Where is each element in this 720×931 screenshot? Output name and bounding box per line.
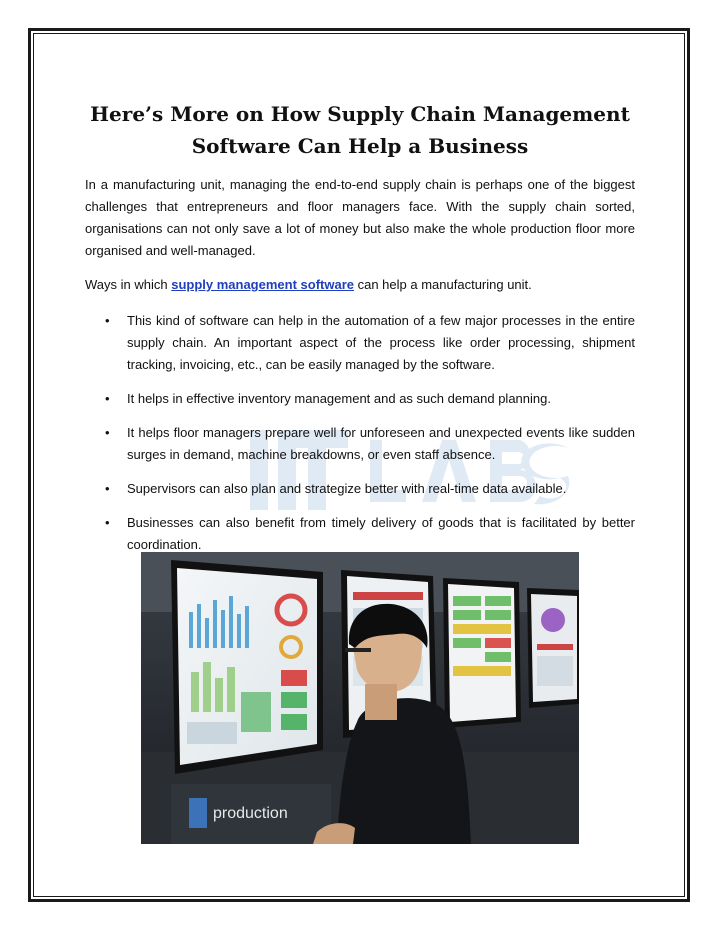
bullet-icon: •	[105, 425, 110, 440]
list-item	[85, 310, 635, 376]
list-item-text: It helps floor managers prepare well for unforeseen and unexpected events like sudden surges in demand, machine breakdowns, or even staff absence.	[127, 425, 635, 462]
production-wall-label: production	[213, 805, 288, 822]
ways-paragraph	[85, 274, 635, 296]
list-item	[85, 388, 635, 410]
list-item-text: This kind of software can help in the automation of a few major processes in the entire supply chain. An important aspect of the process like order processing, shipment tracking, invoicing, etc., can be easily managed by the software.	[127, 313, 635, 372]
dashboard-photo	[141, 552, 579, 844]
bullet-icon: •	[105, 391, 110, 406]
page-title	[85, 98, 635, 162]
list-item	[85, 512, 635, 556]
title-line-1: Here’s More on How Supply Chain Management	[90, 102, 630, 126]
lt-logo-icon	[189, 798, 207, 828]
photo-illustration	[141, 552, 579, 844]
ways-prefix: Ways in which	[85, 277, 172, 292]
supply-management-software-link[interactable]: supply management software	[171, 277, 354, 292]
monitor-right	[443, 578, 521, 728]
monitor-far-right	[527, 588, 579, 708]
title-line-2: Software Can Help a Business	[191, 134, 529, 158]
list-item	[85, 478, 635, 500]
list-item-text: It helps in effective inventory management and as such demand planning.	[127, 391, 551, 406]
ways-suffix: can help a manufacturing unit.	[354, 277, 532, 292]
bullet-icon: •	[105, 313, 110, 328]
bullet-icon: •	[105, 515, 110, 530]
list-item-text: Businesses can also benefit from timely delivery of goods that is facilitated by better coordination.	[127, 515, 635, 552]
document-body	[85, 98, 635, 568]
bullet-icon: •	[105, 481, 110, 496]
monitor-left	[171, 560, 323, 774]
list-item-text: Supervisors can also plan and strategize better with real-time data available.	[127, 481, 567, 496]
intro-paragraph: In a manufacturing unit, managing the end-to-end supply chain is perhaps one of the biggest challenges that entrepreneurs and floor managers face. With the supply chain sorted, organisations can not only save a lot of money but also make the whole production floor more organised and well-managed.	[85, 177, 635, 258]
benefits-list	[85, 310, 635, 556]
list-item	[85, 422, 635, 466]
